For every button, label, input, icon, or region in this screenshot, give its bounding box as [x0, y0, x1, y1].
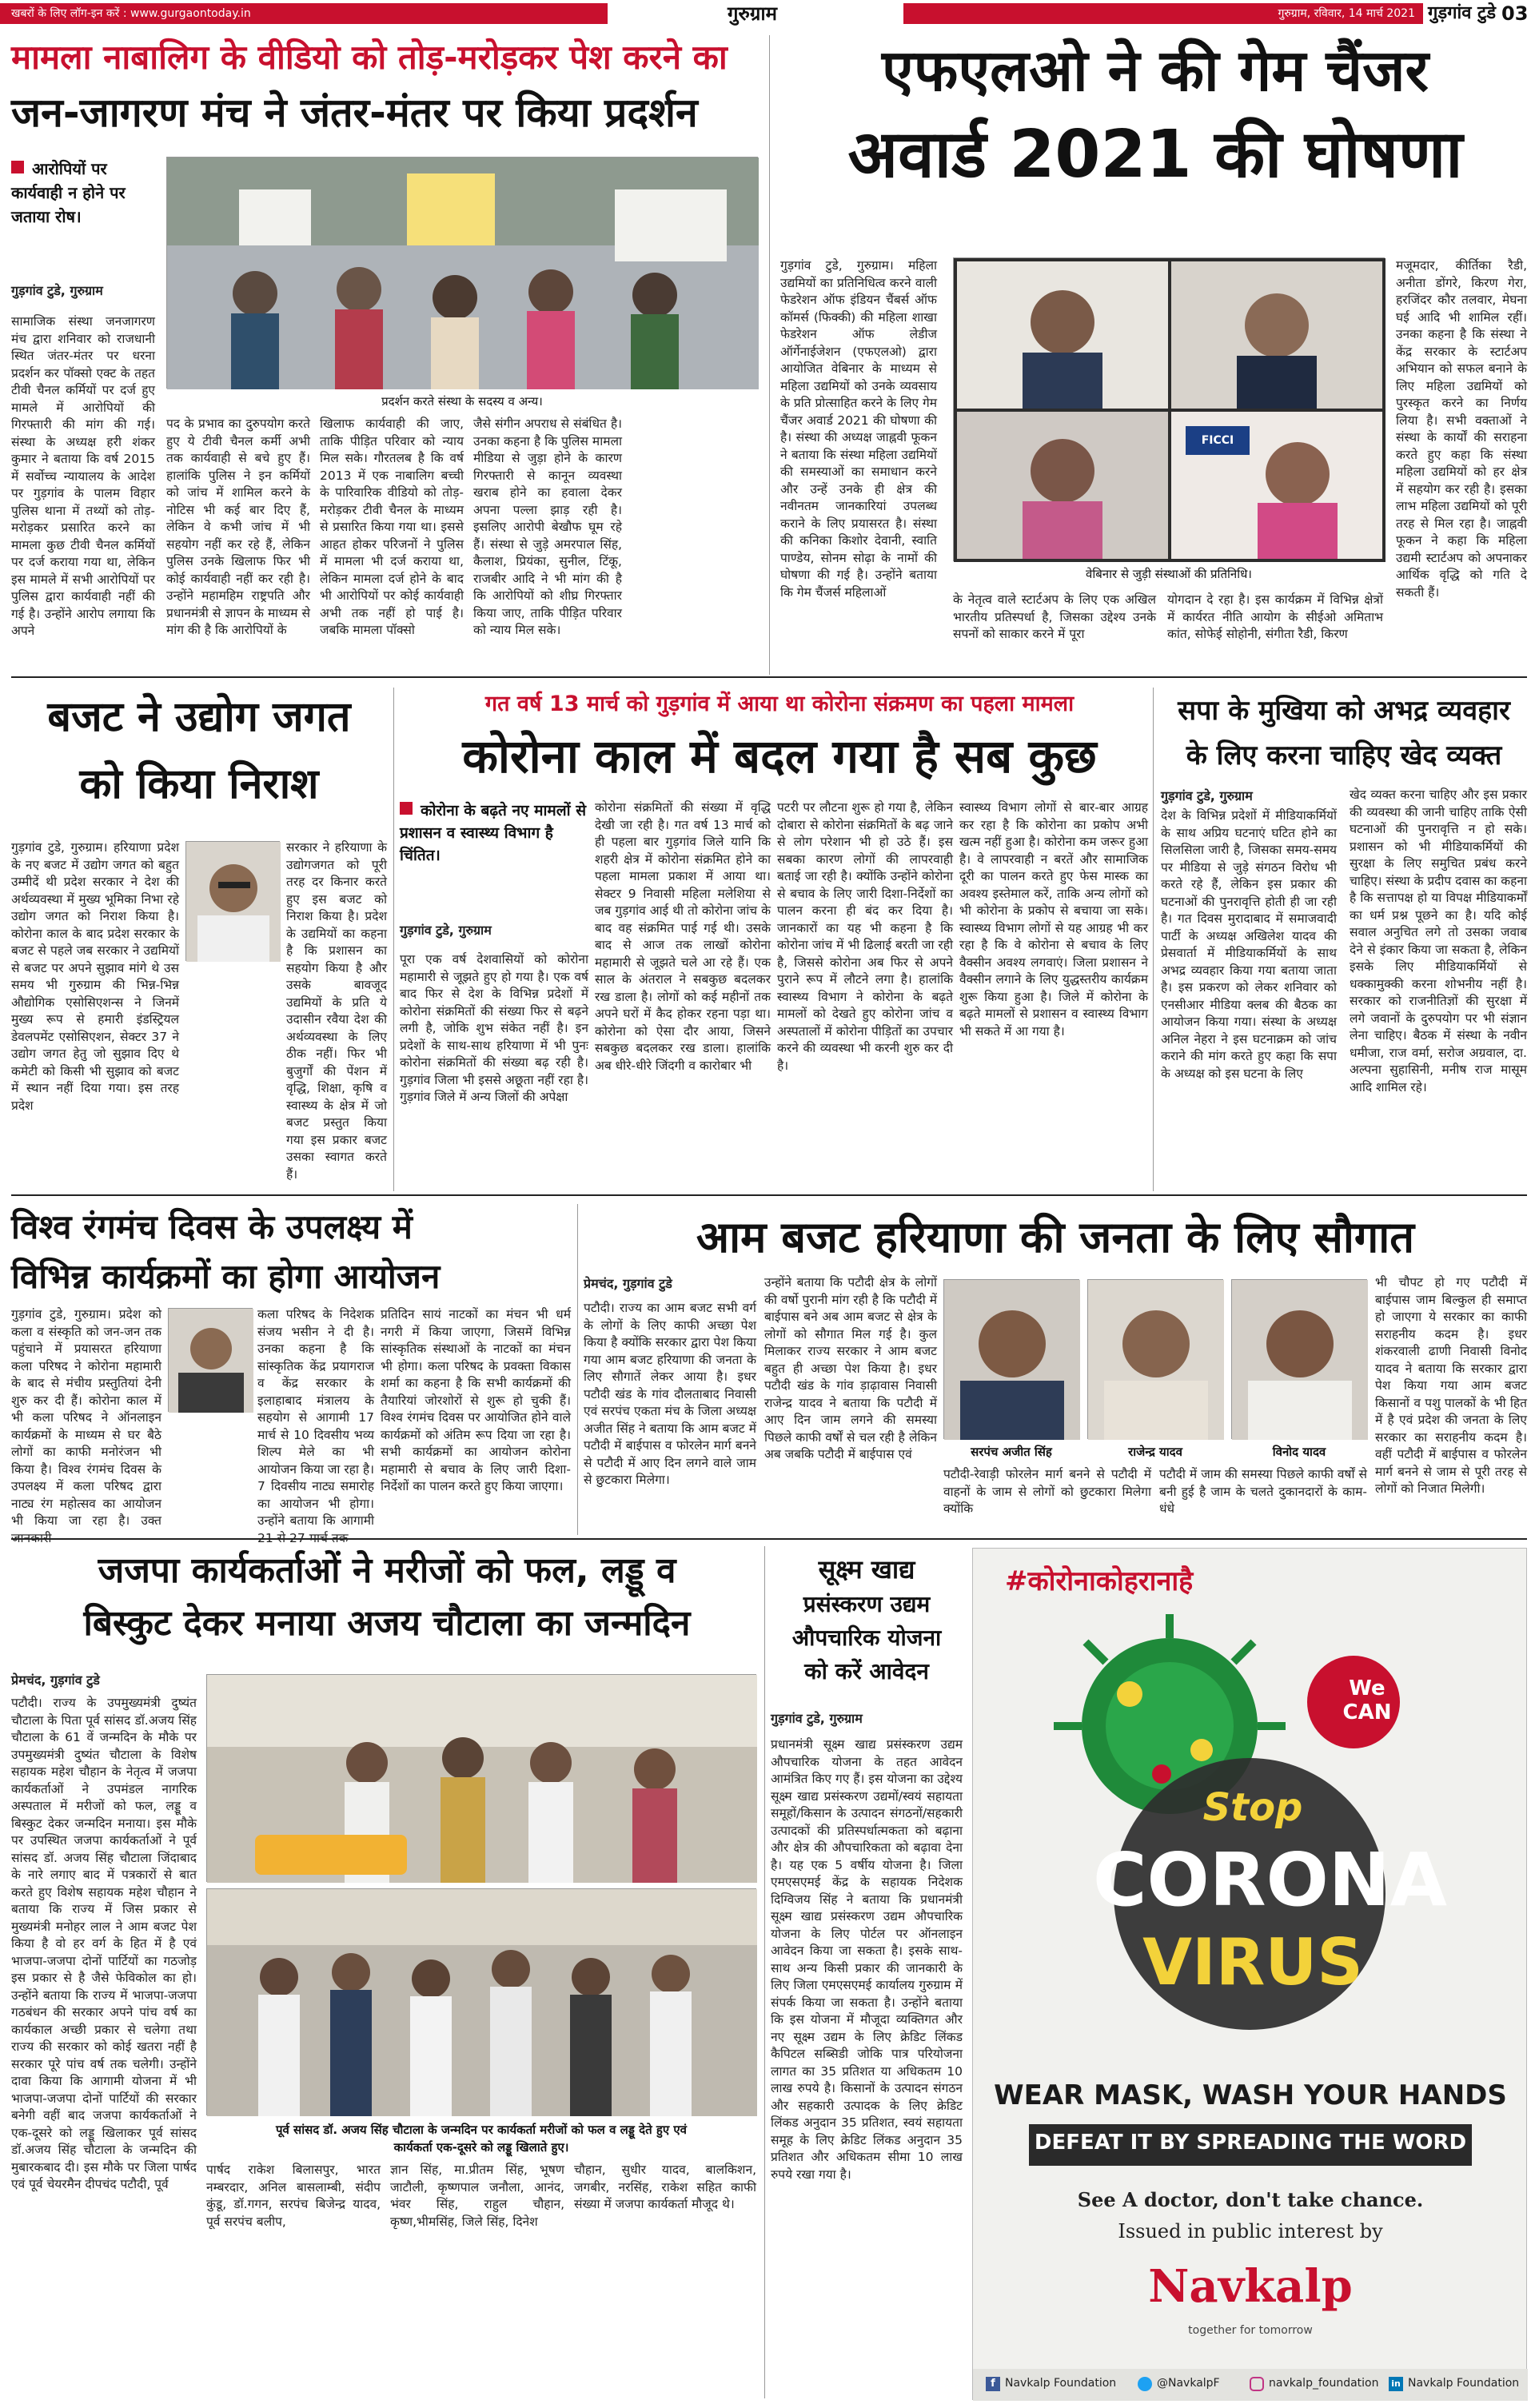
webinar-photo	[953, 257, 1385, 561]
story8-headline-line1: जजपा कार्यकर्ताओं ने मरीजों को फल, लड्डू व	[98, 1550, 676, 1591]
story4-col4: स्वास्थ्य विभाग लोगों से बार-बार आग्रह कर रहा है कि कोरोना का प्रकोप अभी खत्म नहीं हुआ है। कोरोना कम जरूर हुआ है। वे लापरवाही न बरतें और सामाजिक दूरी का पालन करते हुए फेस मास्क का अवश्य इस्तेमाल करें, ताकि अन्य लोगों को भी कोरोना के प्रकोप से बचाया जा सके। स्वास्थ्य विभाग लोगों से यह आग्रह भी कर रहा है कि वे कोरोना से बचाव के लिए वैक्सीन अवश्य लगवाएं। जिला प्रशासन ने वैक्सीन लगाने के लिए युद्धस्तरीय कार्यक्रम शुरू किया हुआ है। जिले में कोरोना के बढ़ते मामलों से प्रशासन व स्वास्थ्य विभाग भी सकते में आ गया है।	[959, 800, 1148, 1039]
header-section: गुरुग्राम	[728, 2, 777, 25]
story8-headline-line2: बिस्कुट देकर मनाया अजय चौटाला का जन्मदिन	[83, 1603, 691, 1644]
story5-col2: खेद व्यक्त करना चाहिए और इस प्रकार की व्यवस्था की जानी चाहिए ताकि ऐसी घटनाओं की पुनरावृत्ति न हो सके। प्रशासन को भी मीडियाकर्मियों की सुरक्षा के लिए समुचित प्रबंध करने चाहिए। संस्था के प्रदीप दवास का कहना है कि सत्तापक्ष हो या विपक्ष मीडियाकर्मों का धर्म प्रश्न पूछने का है। यदि कोई सवाल अनुचित लगे तो उसका जवाब देने से इंकार किया जा सकता है, लेकिन इसके लिए मीडियाकर्मियों से धक्कामुक्की करना शोभनीय नहीं है। सरकार को राजनीतिज्ञों की सुरक्षा में लगे जवानों के दुरुपयोग पर भी संज्ञान लेना चाहिए। बैठक में संस्था के नवीन धमीजा, राज वर्मा, सरोज अग्रवाल, दा. अल्पना सुहासिनी, मनीष राज मासूम आदि शामिल रहे।	[1350, 787, 1528, 1094]
rule-story4-story5	[1153, 688, 1154, 1191]
story9-col1: प्रधानमंत्री सूक्ष्म खाद्य प्रसंस्करण उद्यम औपचारिक योजना के तहत आवेदन आमंत्रित किए गए हैं। इस योजना का उद्देश्य सूक्ष्म खाद्य प्रसंस्करण उद्यमों/स्वयं सहायता समूहों/किसान के उत्पादन संगठनों/सहकारी उत्पादकों की प्रतिस्पर्धात्मकता को बढ़ाना और क्षेत्र की औपचारिकता को बढ़ावा देना है। यह एक 5 वर्षीय योजना है। जिला एमएसएमई केंद्र के सहायक निदेशक दिग्विजय सिंह ने बताया कि प्रधानमंत्री सूक्ष्म खाद्य प्रसंस्करण उद्यम औपचारिक योजना के लिए पोर्टल पर ऑनलाइन आवेदन किया जा सकता है। इसके साथ-साथ अन्य किसी प्रकार की जानकारी के लिए जिला एमएसएमई कार्यालय गुरुग्राम में संपर्क किया जा सकता है। उन्होंने बताया कि इस योजना में मौजूदा व्यक्तिगत और नए सूक्ष्म उद्यम के लिए क्रेडिट लिंकड कैपिटल सब्सिडी जोकि पात्र परियोजना लागत का 35 प्रतिशत या अधिकतम 10 लाख रुपये है। किसानों के उत्पादन संगठन और सहकारी उत्पादक के लिए क्रेडिट लिंकड अनुदान 35 प्रतिशत, स्वयं सहायता समूह के लिए क्रेडिट लिंकड अनुदान 35 प्रतिशत और अधिकतम सीमा 10 लाख रुपये रखा गया है।	[771, 1737, 963, 2182]
story8-col4: चौहान, सुधीर यादव, बालकिशन, जगबीर, नरसिंह, राकेश सहित काफी संख्या में जजपा कार्यकर्ता मौजूद थे।	[574, 2163, 756, 2211]
hospital-illustration-2	[207, 1889, 757, 2116]
story8-col3: ज्ञान सिंह, मा.प्रीतम सिंह, भूषण जाटौली, कृष्णपाल जनौला, आनंद, भंवर सिंह, राहुल चौहान, कृष्ण,भीमसिंह, जिले सिंह, दिनेश	[390, 2163, 564, 2229]
story5-col1: देश के विभिन्न प्रदेशों में मीडियाकर्मियों के साथ अप्रिय घटनाएं घटित होने का सिलसिला जारी है, जिसका समय-समय पर मीडिया से जुड़े संगठन विरोध भी करते रहे हैं, लेकिन इस प्रकार की घटनाओं की पुनरावृत्ति होती ही जा रही है। गत दिवस मुरादाबाद में समाजवादी पार्टी के अध्यक्ष अखिलेश यादव की प्रेसवार्ता में मीडियाकर्मियों के साथ अभद्र व्यवहार किया गया बताया जाता है। इस प्रकरण को लेकर शनिवार को एनसीआर मीडिया क्लब की बैठक का आयोजन किया गया। संस्था के अध्यक्ष अनिल नेहरा ने इस घटनाक्रम को जांच कराने की मांग करते हुए कहा कि सपा के अध्यक्ष को इस घटना के लिए	[1161, 808, 1337, 1081]
story7-col3: पटौदी-रेवाड़ी फोरलेन मार्ग बनने से पटौदी में वाहनों के जाम से लोगों को छुटकारा मिलेगा क्योंकि	[943, 1467, 1151, 1516]
story6-headline-line1: विश्व रंगमंच दिवस के उपलक्ष्य में	[11, 1207, 413, 1246]
story5-headline-line1: सपा के मुखिया को अभद्र व्यवहार	[1178, 695, 1510, 727]
story1-kicker: मामला नाबालिग के वीडियो को तोड़-मरोड़कर पेश करने का	[11, 38, 728, 77]
twitter-icon[interactable]	[1138, 2377, 1152, 2391]
vinod-portrait	[1232, 1280, 1368, 1440]
ad-social4[interactable]: Navkalp Foundation	[1408, 2377, 1520, 2390]
story3-headline-line1: बजट ने उद्योग जगत	[47, 693, 351, 741]
header-left-label[interactable]: खबरों के लिए लॉग-इन करें : www.gurgaontoday.in	[11, 7, 251, 20]
ad-see-doctor: See A doctor, don't take chance.	[1077, 2188, 1424, 2211]
industrialist-portrait	[186, 842, 281, 962]
ad-social2[interactable]: @NavkalpF	[1157, 2377, 1220, 2390]
linkedin-icon[interactable]: in	[1389, 2377, 1403, 2391]
ad-social1[interactable]: Navkalp Foundation	[1005, 2377, 1117, 2390]
story7-col4: पटौदी में जाम की समस्या पिछले काफी वर्षों से बनी हुई है जाम के चलते दुकानदारों के काम-धंधे	[1159, 1467, 1367, 1516]
ad-issued: Issued in public interest by	[1118, 2220, 1383, 2243]
vinod-photo	[1231, 1279, 1367, 1439]
story2-headline-line2: अवार्ड 2021 की घोषणा	[847, 117, 1463, 193]
story2-col1: गुड़गांव टुडे, गुरुग्राम। महिला उद्यमियों का प्रतिनिधित्व करने वाली फेडरेशन ऑफ इंडियन चैंबर्स ऑफ कॉमर्स (फिक्की) की महिला शाखा फेडरेशन ऑफ लेडीज ऑर्गेनाईजेशन (एफएलओ) द्वारा आयोजित वेबिनार के माध्यम से महिला उद्यमियों को उनके व्यवसाय के प्रति प्रोत्साहित करने के लिए गेम चैंजर अवार्ड 2021 की घोषणा की है। संस्था की अध्यक्ष जाह्नवी फूकन ने बताया कि संस्था महिला उद्यमियों की समस्याओं का समाधान करने और उन्हें उनके ही क्षेत्र की नवीनतम जानकारियां उपलब्ध कराने के लिए प्रयासरत है। संस्था की कनिका किशोर देवानी, स्वाति पाण्डेय, सोनम सोढ़ा के नामों की घोषणा की गई है। उन्होंने बताया कि गेम चैंजर्स महिलाओं	[780, 258, 937, 600]
corona-ad[interactable]	[972, 1548, 1527, 2400]
protest-photo-illustration	[167, 157, 759, 389]
story5-headline-line2: के लिए करना चाहिए खेद व्यक्त	[1186, 740, 1502, 771]
rule-mid-section	[11, 1194, 1527, 1196]
ad-stop: Stop	[1202, 1785, 1303, 1830]
story8-col2: पार्षद राकेश बिलासपुर, भारत नम्बरदार, अनिल बासलाम्बी, संदीप कुंडू, डॉ.गगन, सरपंच बिजेन्द्र यादव, पूर्व सरपंच बलीप,	[206, 2163, 381, 2229]
story3-col1: गुड़गांव टुडे, गुरुग्राम। हरियाणा प्रदेश के नए बजट में उद्योग जगत को बहुत उम्मीदें थी प्रदेश सरकार ने देश की अर्थव्यवस्था में मुख्य भूमिका निभा रहे उद्योग जगत को निराश किया है। कोरोना काल के बाद प्रदेश सरकार के बजट से पहले जब सरकार ने उद्यमियों से बजट पर अपने सुझाव मांगे थे उस समय भी गुरुग्राम की भिन्न-भिन्न औद्योगिक एसोसिएशन्स ने जिनमें मुख्य रूप से हमारी इंडस्ट्रियल डेवलपमेंट एसोसिएशन, सेक्टर 37 ने उद्योग जगत हेतु जो सुझाव दिए थे कमेटी को किसी भी सुझाव को बजट में स्थान नहीं दिया गया। इस तरह प्रदेश	[11, 840, 179, 1113]
story2-headline-line1: एफएलओ ने की गेम चैंजर	[882, 37, 1429, 104]
story9-headline-line4: को करें आवेदन	[804, 1658, 929, 1684]
rajendra-photo	[1087, 1279, 1223, 1439]
story9-headline-line2: प्रसंस्करण उद्यम	[803, 1591, 931, 1617]
story8-byline: प्रेमचंद, गुड़गांव टुडे	[11, 1672, 100, 1688]
theatre-director-portrait	[169, 1309, 253, 1413]
ad-corona: CORONA	[1093, 1837, 1447, 1923]
story4-col3: पटरी पर लौटना शुरू हो गया है, लेकिन दोबारा से कोरोना संक्रमितों के बढ़ जाने से लोग परेशान भी हो उठे हैं। इस सबका कारण लोगों की लापरवाही बताई जा रही है। क्योंकि उन्होंने कोरोना से बचाव के लिए जारी दिशा-निर्देशों का पालन करना ही बंद कर दिया है। जानकारों का यह भी कहना है कि कोरोना जांच में भी ढिलाई बरती जा रही है, जिससे कोरोना अब फिर से अपने पुराने रूप में लौटने लगा है। हालांकि स्वास्थ्य विभाग ने कोरोना के बढ़ते मामलों को देखते हुए कोरोना जांच व अस्पतालों में कोरोना पीड़ितों का उपचार करने की व्यवस्था भी करनी शुरु कर दी है।	[777, 800, 953, 1073]
story7-headline: आम बजट हरियाणा की जनता के लिए सौगात	[696, 1212, 1415, 1262]
person3-caption: विनोद यादव	[1272, 1445, 1326, 1459]
facebook-icon[interactable]: f	[986, 2377, 1000, 2391]
story8-col1: पटौदी। राज्य के उपमुख्यमंत्री दुष्यंत चौटाला के पिता पूर्व सांसद डॉ.अजय सिंह चौटाला के 61 वें जन्मदिन के मौके पर उपमुख्यमंत्री दुष्यंत चौटाला के विशेष सहायक महेश चौहान के नेतृत्व में जजपा कार्यकर्ताओं ने उपमंडल नागरिक अस्पताल में मरीजों को फल, लड्डू व बिस्कुट देकर जन्मदिन मनाया। इस मौके पर उपस्थित जजपा कार्यकर्ताओं ने पूर्व सांसद डॉ. अजय सिंह चौटाला जिंदाबाद के नारे लगाए बाद में पत्रकारों से बात करते हुए विशेष सहायक महेश चौहान ने बताया कि राज्य में जिस प्रकार से मुख्यमंत्री मनोहर लाल ने आम बजट पेश किया है वो हर वर्ग के हित में है एवं भाजपा-जजपा दोनों पार्टियों का गठजोड़ इस प्रकार से है जैसे फेविकोल का हो। उन्होंने बताया कि राज्य में भाजपा-जजपा गठबंधन की सरकार अपने पांच वर्ष का कार्यकाल अच्छी प्रकार से चलेगा तथा राज्य की सरकार को कोई खतरा नहीं है सरकार पूरे पांच वर्ष तक चलेगी। उन्होंने दावा किया कि आगामी योजना में भी भाजपा-जजपा दोनों पार्टियों की सरकार बनेगी वहीं बाद जजपा कार्यकर्ताओं ने एक-दूसरे को लड्डू खिलाकर पूर्व सांसद डॉ.अजय सिंह चौटाला के जन्मदिन की मुबारकबाद दी। इस मौके पर जिला पार्षद एवं पूर्व चेयरमैन दीपचंद पटौदी, पूर्व	[11, 1696, 197, 2191]
ad-social3[interactable]: navkalp_foundation	[1269, 2377, 1379, 2390]
ad-we-can: We CAN	[1342, 1676, 1392, 1724]
story8-caption-line1: पूर्व सांसद डॉ. अजय सिंह चौटाला के जन्मदिन पर कार्यकर्ता मरीजों को फल व लड्डू देते हुए एवं	[275, 2123, 688, 2137]
rajendra-portrait	[1088, 1280, 1224, 1440]
hospital-photo-2	[206, 1888, 756, 2115]
story4-kicker: गत वर्ष 13 मार्च को गुड़गांव में आया था कोरोना संक्रमण का पहला मामला	[484, 692, 1074, 716]
ad-brand-logo: Navkalp	[1148, 2260, 1353, 2313]
rule-lower-section	[11, 1538, 1527, 1540]
rule-story1-story2	[769, 35, 770, 675]
story2-caption: वेबिनार से जुड़ी संस्थाओं की प्रतिनिधि।	[1085, 567, 1252, 581]
ad-hashtag: #कोरोनाकोहरानाहै	[1005, 1565, 1194, 1597]
story2-col3: योगदान दे रहा है। इस कार्यक्रम में विभिन्न क्षेत्रों में कार्यरत नीति आयोग के सीईओ अमिताभ कांत, सोफेई सोहोनी, संगीता रैडी, किरण	[1167, 592, 1383, 641]
story9-headline-line1: सूक्ष्म खाद्य	[818, 1554, 915, 1585]
industrialist-photo	[185, 841, 280, 961]
person2-caption: राजेन्द्र यादव	[1128, 1445, 1182, 1459]
story4-headline: कोरोना काल में बदल गया है सब कुछ	[462, 729, 1097, 783]
webinar-grid-illustration	[954, 258, 1385, 562]
page-number: 03	[1501, 2, 1529, 25]
story4-bullet: कोरोना के बढ़ते नए मामलों से प्रशासन व स्वास्थ्य विभाग है चिंतित।	[400, 799, 588, 867]
protest-photo	[166, 157, 758, 389]
story1-col2: पद के प्रभाव का दुरुपयोग करते हुए ये टीवी चैनल कर्मी अभी तक कार्यवाही से बचे हुए हैं। हालांकि पुलिस ने इन कर्मियों को जांच में शामिल करने के नोटिस भी कई बार दिए हैं, लेकिन वे कभी जांच में भी सहयोग नहीं कर रहे हैं, लेकिन पुलिस उनके खिलाफ फिर भी कोई कार्यवाही नहीं कर रही है। उन्होंने महामहिम राष्ट्रपति और प्रधानमंत्री से ज्ञापन के माध्यम से मांग की है कि आरोपियों के	[166, 417, 310, 637]
story4-byline: गुड़गांव टुडे, गुरुग्राम	[400, 923, 492, 938]
ad-defeat: DEFEAT IT BY SPREADING THE WORD	[1034, 2131, 1467, 2155]
hospital-illustration-1	[207, 1675, 757, 1883]
rule-story8-story9	[764, 1546, 765, 2398]
sarpanch-portrait	[944, 1280, 1080, 1440]
rule-top-section	[11, 676, 1527, 678]
story7-col1: पटौदी। राज्य का आम बजट सभी वर्ग के लोगों के लिए काफी अच्छा पेश किया है क्योंकि सरकार द्वारा पेश किया गया आम बजट हरियाणा की जनता के लिए सौगातें लेकर आया है। इधर पटौदी खंड के गांव दौलताबाद निवासी एवं सरपंच एकता मंच के जिला अध्यक्ष अजीत सिंह ने बताया कि आम बजट में पटौदी में बाईपास व फोरलेन मार्ग बनने से पटौदी में आए दिन लगने वाले जाम से छुटकारा मिलेगा।	[584, 1301, 756, 1487]
ad-wear-mask: WEAR MASK, WASH YOUR HANDS	[994, 2079, 1507, 2111]
instagram-icon[interactable]	[1250, 2377, 1264, 2391]
story1-byline: गुड़गांव टुडे, गुरुग्राम	[11, 283, 103, 298]
story1-col1: सामाजिक संस्था जनजागरण मंच द्वारा शनिवार को राजधानी स्थित जंतर-मंतर पर धरना प्रदर्शन कर पॉक्सो एक्ट के तहत टीवी चैनल कर्मियों पर दर्ज हुए मामले में आरोपियों की गिरफ्तारी की मांग की गई। संस्था के अध्यक्ष हरी शंकर कुमार ने बताया कि वर्ष 2015 में सर्वोच्च न्यायालय के आदेश पर गुड़गांव के पालम विहार पुलिस थाना में तथ्यों को तोड़-मरोड़कर प्रसारित करने का मामला कुछ टीवी चैनल कर्मियों पर दर्ज कराया गया था, लेकिन इस मामले में सभी आरोपियों पर पुलिस द्वारा कार्यवाही नहीं की गई है। उन्होंने आरोप लगाया कि अपने	[11, 314, 155, 638]
story5-byline: गुड़गांव टुडे, गुरुग्राम	[1161, 788, 1253, 803]
story1-col3: खिलाफ कार्यवाही की जाए, ताकि पीड़ित परिवार को न्याय मिल सके। गौरतलब है कि वर्ष 2013 में एक नाबालिग बच्ची के पारिवारिक वीडियो को तोड़-मरोड़कर टीवी चैनल के माध्यम से प्रसारित किया गया था। इससे आहत होकर परिजनों ने पुलिस में मामला भी दर्ज कराया था, लेकिन मामला दर्ज होने के बाद भी आरोपियों पर कोई कार्यवाही अभी तक नहीं हो पाई है। जबकि मामला पॉक्सो	[320, 417, 464, 637]
story6-col1: गुड़गांव टुडे, गुरुग्राम। प्रदेश को कला व संस्कृति को जन-जन तक पहुंचाने में प्रयासरत हरियाणा कला परिषद ने कोरोना महामारी के बाद से मंचीय प्रस्तुतियां देनी शुरु कर दी हैं। कोरोना काल में भी कला परिषद ने ऑनलाइन कार्यक्रमों के माध्यम से घर बैठे लोगों का काफी मनोरंजन भी किया है। विश्व रंगमंच दिवस के उपलक्ष्य में कला परिषद द्वारा नाट्य रंग महोत्सव का आयोजन भी किया जा रहा है। उक्त	[11, 1307, 161, 1528]
story7-col5: भी चौपट हो गए पटौदी में बाईपास जाम बिल्कुल ही समाप्त हो जाएगा ये सरकार का काफी सराहनीय कदम है। इधर शंकरवाली ढाणी निवासी विनोद यादव ने बताया कि सरकार द्वारा पेश किया गया आम बजट किसानों व पशु पालकों के भी हित में है एवं प्रदेश की जनता के लिए सरकार का सराहनीय कदम है। वहीं पटौदी में बाईपास व फोरलेन मार्ग बनने से जाम से पूरी तरह से लोगों को निजात मिलेगी।	[1375, 1275, 1527, 1496]
ad-tagline: together for tomorrow	[1188, 2324, 1313, 2337]
theatre-director-photo	[168, 1308, 253, 1412]
story2-col4: मजूमदार, कीर्तिका रैडी, अनीता डोंगरे, किरण गेरा, हरजिंदर कौर तलवार, मेघना घई आदि भी शामिल रहीं। उनका कहना है कि संस्था ने केंद्र सरकार के स्टार्टअप अभियान को सफल बनाने के लिए महिला उद्यमियों को पुरस्कृत करने का निर्णय लिया है। सभी वक्ताओं ने संस्था के कार्यों की सराहना करते हुए कहा कि संस्था महिला उद्यमियों को हर क्षेत्र में सहयोग कर रही है। इसका लाभ महिला उद्यमियों को पूरी तरह से मिल रहा है। जाह्नवी फूकन ने कहा कि महिला उद्यमी स्टार्टअप को अपनाकर आर्थिक वृद्धि को गति दे सकती हैं।	[1396, 258, 1527, 600]
story4-col1: पूरा एक वर्ष देशवासियों को कोरोना महामारी से जूझते हुए हो गया है। एक वर्ष बाद फिर से देश के विभिन्न प्रदेशों में कोरोना संक्रमितों की संख्या फिर से बढ़ने लगी है, जोकि शुभ संकेत नहीं है। इन प्रदेशों के साथ-साथ हरियाणा में भी पुनः कोरोना संक्रमितों की संख्या बढ़ रही है। गुड़गांव जिला भी इससे अछूता नहीं रहा है। गुड़गांव जिले में अन्य जिलों की अपेक्षा	[400, 952, 588, 1104]
story1-bullet: आरोपियों पर कार्यवाही न होने पर जताया रोष।	[11, 157, 152, 229]
ad-virus: VIRUS	[1142, 1925, 1363, 1999]
story8-caption-line2: कार्यकर्ता एक-दूसरे को लड्डू खिलाते हुए।	[393, 2140, 569, 2155]
story1-headline: जन-जागरण मंच ने जंतर-मंतर पर किया प्रदर्शन	[11, 90, 698, 136]
story7-byline: प्रेमचंद, गुड़गांव टुडे	[584, 1276, 672, 1291]
person1-caption: सरपंच अजीत सिंह	[971, 1445, 1052, 1459]
story6-col3: प्रतिदिन सायं नाटकों का मंचन भी धर्म नगरी में किया जाएगा, जिसमें विभिन्न सांस्कृतिक संस्थाओं के नाटकों का मंचन भी होगा। कला परिषद के प्रवक्ता विकास शर्मा का कहना है कि सभी कार्यक्रमों की तैयारियां जोरशोरों से शुरू हो चुकी हैं। विश्व रंगमंच दिवस पर आयोजित होने वाले कार्यक्रमों को अंतिम रूप दिया जा रहा है। सभी कार्यक्रमों का आयोजन कोरोना महामारी से बचाव के लिए जारी दिशा-निर्देशों का पालन करते हुए किया जाएगा।	[381, 1307, 571, 1493]
story1-col4: जैसे संगीन अपराध से संबंधित है। उनका कहना है कि पुलिस मामला मीडिया से जुड़ा होने के कारण गिरफ्तारी से कानून व्यवस्था खराब होने का हवाला देकर अपना पल्ला झाड़ रही है। इसलिए आरोपी बेखौफ घूम रहे हैं। संस्था से जुड़े अमरपाल सिंह, कैलाश, प्रियंका, सुनील, टिंकू, राजबीर आदि ने भी मांग की है कि आरोपियों को शीघ्र गिरफ्तार किया जाए, ताकि पीड़ित परिवार को न्याय मिल सके।	[473, 417, 622, 637]
story9-byline: गुड़गांव टुडे, गुरुग्राम	[771, 1711, 863, 1726]
story4-col2: कोरोना संक्रमितों की संख्या में वृद्धि देखी जा रही है। गत वर्ष 13 मार्च को ही पहला बार गुड़गांव जिले यानि कि शहरी क्षेत्र में कोरोना संक्रमित होने का पहला मामला प्रकाश में आया था। सेक्टर 9 निवासी महिला मलेशिया से जब गुड़गांव आई थी तो कोरोना जांच के बाद वह संक्रमित पाई गई थी। उसके बाद से आज तक लाखों कोरोना महामारी से जूझते चले आ रहे हैं। एक साल के अंतराल ने सबकुछ बदलकर रख डाला है। लोगों को कई महीनों तक अपने घरों में कैद होकर रहना पड़ा था। कोरोना को ऐसा दौर आया, जिसने सबकुछ बदलकर रख डाला। हालांकि अब धीरे-धीरे जिंदगी व कारोबार भी	[595, 800, 771, 1073]
story6-headline-line2: विभिन्न कार्यक्रमों का होगा आयोजन	[11, 1257, 441, 1296]
ficci-logo: FICCI	[1201, 434, 1234, 447]
story2-col2: के नेतृत्व वाले स्टार्टअप के लिए एक अखिल भारतीय प्रतिस्पर्धा है, जिसका उद्देश्य उनके सपनों को साकार करने में पूरा	[953, 592, 1156, 641]
story6-col2: कला परिषद के निदेशक संजय भसीन ने दी है। उनका कहना है कि सांस्कृतिक केंद्र प्रयागराज व केंद्र सरकार के इलाहाबाद मंत्रालय के सहयोग से आगामी 17 मार्च से 10 दिवसीय भव्य शिल्प मेले का भी आयोजन किया जा रहा है। 7 दिवसीय नाट्य समारोह का आयोजन भी होगा। उन्होंने बताया कि आगामी	[257, 1307, 374, 1528]
story3-headline-line2: को किया निराश	[79, 760, 319, 808]
story1-caption: प्रदर्शन करते संस्था के सदस्य व अन्य।	[381, 394, 543, 409]
story9-headline-line3: औपचारिक योजना	[791, 1625, 942, 1651]
header-date: गुरुग्राम, रविवार, 14 मार्च 2021	[1278, 7, 1415, 20]
story3-col2: सरकार ने हरियाणा के उद्योगजगत को पूरी तरह दर किनार करते हुए इस बजट को निराश किया है। प्रदेश के उद्यमियों का कहना है कि प्रशासन का सहयोग किया है और उसके बावजूद उद्यमियों के प्रति ये उदासीन रवैया देश की अर्थव्यवस्था के लिए ठीक नहीं। फिर भी बुजुर्गों की पेंशन में वृद्धि, शिक्षा, कृषि व स्वास्थ्य के क्षेत्र में जो बजट प्रस्तुत किया गया इस प्रकार बजट उसका स्वागत करते हैं।	[286, 840, 387, 1182]
header-bar	[0, 0, 1535, 29]
header-brand: गुड़गांव टुडे	[1428, 3, 1496, 23]
rule-story6-story7	[577, 1204, 578, 1535]
story7-col2: उन्होंने बताया कि पटौदी क्षेत्र के लोगों की वर्षो पुरानी मांग रही है कि पटौदी में बाईपास बने अब आम बजट से क्षेत्र के लोगों को सौगात मिल गई है। कुल मिलाकर राज्य सरकार ने आम बजट बहुत ही अच्छा पेश किया है। इधर पटौदी खंड के गांव ड़ाढ़ावास निवासी राजेन्द्र यादव ने बताया कि पटौदी में आए दिन जाम लगने की समस्या पिछले काफी वर्षों से चल रही है लेकिन अब जबकि पटौदी में बाईपास एवं	[764, 1275, 937, 1461]
sarpanch-photo	[943, 1279, 1079, 1439]
hospital-photo-1	[206, 1674, 756, 1882]
rule-story3-story4	[393, 688, 394, 1191]
